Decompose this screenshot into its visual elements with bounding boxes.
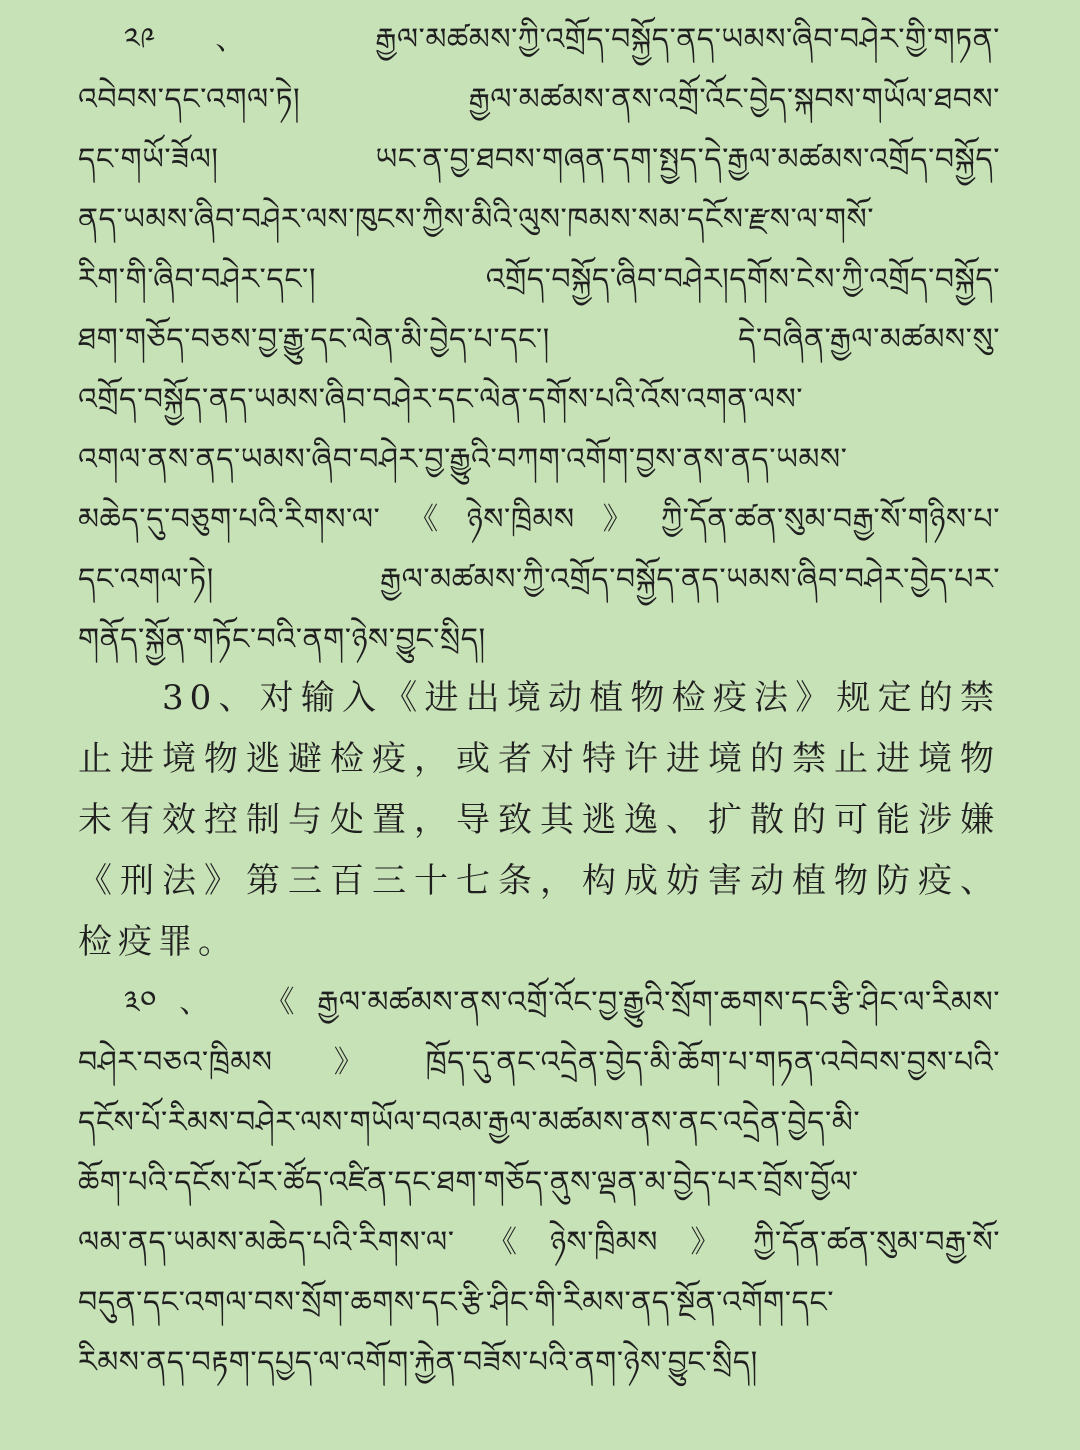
- paragraph-chinese-30: [78, 668, 1000, 973]
- text-line: ལམ་ནད་ཡམས་མཆེད་པའི་རིགས་ལ་《ཉེས་ཁྲིམས》ཀྱི་དོན་ཚན་སུམ་བརྒྱ་སོ་: [78, 1225, 1000, 1260]
- text-line: ༣༠、 《རྒྱལ་མཚམས་ནས་འགྲོ་འོང་བྱ་རྒྱུའི་སྲོག་ཆགས་དང་རྩི་ཤིང་ལ་རིམས་: [124, 985, 1000, 1020]
- text-line: འགྲོད་བསྐྱོད་ནད་ཡམས་ཞིབ་བཤེར་དང་ལེན་དགོས་པའི་འོས་འགན་ལས་: [78, 382, 804, 417]
- text-line: དང་གཡོ་ཟོལ། ཡང་ན་བྱ་ཐབས་གཞན་དག་སྤྱད་དེ་རྒྱལ་མཚམས་འགྲོད་བསྐྱོད་: [78, 142, 1000, 177]
- text-line: རིག་གི་ཞིབ་བཤེར་དང་། འགྲོད་བསྐྱོད་ཞིབ་བཤེར།དགོས་ངེས་ཀྱི་འགྲོད་བསྐྱོད་: [78, 262, 1000, 297]
- text-line: དང་འགལ་ཏེ། རྒྱལ་མཚམས་ཀྱི་འགྲོད་བསྐྱོད་ནད་ཡམས་ཞིབ་བཤེར་བྱེད་པར་: [78, 562, 1000, 597]
- text-line: འགལ་ནས་ནད་ཡམས་ཞིབ་བཤེར་བྱ་རྒྱུའི་བཀག་འགོག་བྱས་ནས་ནད་ཡམས་: [78, 442, 848, 477]
- text-line: ཆོག་པའི་དངོས་པོར་ཚོད་འཛིན་དང་ཐག་གཅོད་ནུས་ལྡན་མ་བྱེད་པར་བྲོས་བྱོལ་: [78, 1165, 859, 1200]
- text-line: 30、对输入《进出境动植物检疫法》规定的禁: [162, 678, 1000, 718]
- text-line: འབེབས་དང་འགལ་ཏེ། རྒྱལ་མཚམས་ནས་འགྲོ་འོང་བྱེད་སྐབས་གཡོལ་ཐབས་: [78, 82, 1000, 117]
- text-line: རིམས་ནད་བརྟག་དཔྱད་ལ་འགོག་རྐྱེན་བཟོས་པའི་ནག་ཉེས་བྱུང་སྲིད།: [78, 1345, 758, 1380]
- paragraph-tibetan-30: [78, 973, 1000, 1393]
- text-line: ནད་ཡམས་ཞིབ་བཤེར་ལས་ཁུངས་ཀྱིས་མིའི་ལུས་ཁམས་སམ་དངོས་རྫས་ལ་གསོ་: [78, 202, 875, 237]
- text-line: གནོད་སྐྱོན་གཏོང་བའི་ནག་ཉེས་བྱུང་སྲིད།: [78, 622, 486, 657]
- text-line: 《刑法》第三百三十七条，构成妨害动植物防疫、: [78, 861, 1000, 901]
- text-line: དངོས་པོ་རིམས་བཤེར་ལས་གཡོལ་བའམ་རྒྱལ་མཚམས་ནས་ནང་འདྲེན་བྱེད་མི་: [78, 1105, 861, 1140]
- text-line: ཐག་གཅོད་བཅས་བྱ་རྒྱུ་དང་ལེན་མི་བྱེད་པ་དང་། དེ་བཞིན་རྒྱལ་མཚམས་སུ་: [78, 322, 1000, 357]
- text-line: བདུན་དང་འགལ་བས་སྲོག་ཆགས་དང་རྩི་ཤིང་གི་རིམས་ནད་སྔོན་འགོག་དང་: [78, 1285, 834, 1320]
- text-line: བཤེར་བཅའ་ཁྲིམས》ཁྲོད་དུ་ནང་འདྲེན་བྱེད་མི་ཆོག་པ་གཏན་འབེབས་བྱས་པའི་: [78, 1045, 1000, 1080]
- text-line: 检疫罪。: [78, 922, 238, 962]
- text-line: 未有效控制与处置，导致其逃逸、扩散的可能涉嫌: [78, 800, 1000, 840]
- text-line: ༢༩、 རྒྱལ་མཚམས་ཀྱི་འགྲོད་བསྐྱོད་ནད་ཡམས་ཞིབ་བཤེར་གྱི་གཏན་: [124, 22, 1000, 57]
- text-line: 止进境物逃避检疫，或者对特许进境的禁止进境物: [78, 739, 1000, 779]
- text-line: མཆེད་དུ་བཅུག་པའི་རིགས་ལ་《ཉེས་ཁྲིམས》ཀྱི་དོན་ཚན་སུམ་བརྒྱ་སོ་གཉིས་པ་: [78, 502, 1000, 537]
- paragraph-tibetan-29: [78, 10, 1000, 670]
